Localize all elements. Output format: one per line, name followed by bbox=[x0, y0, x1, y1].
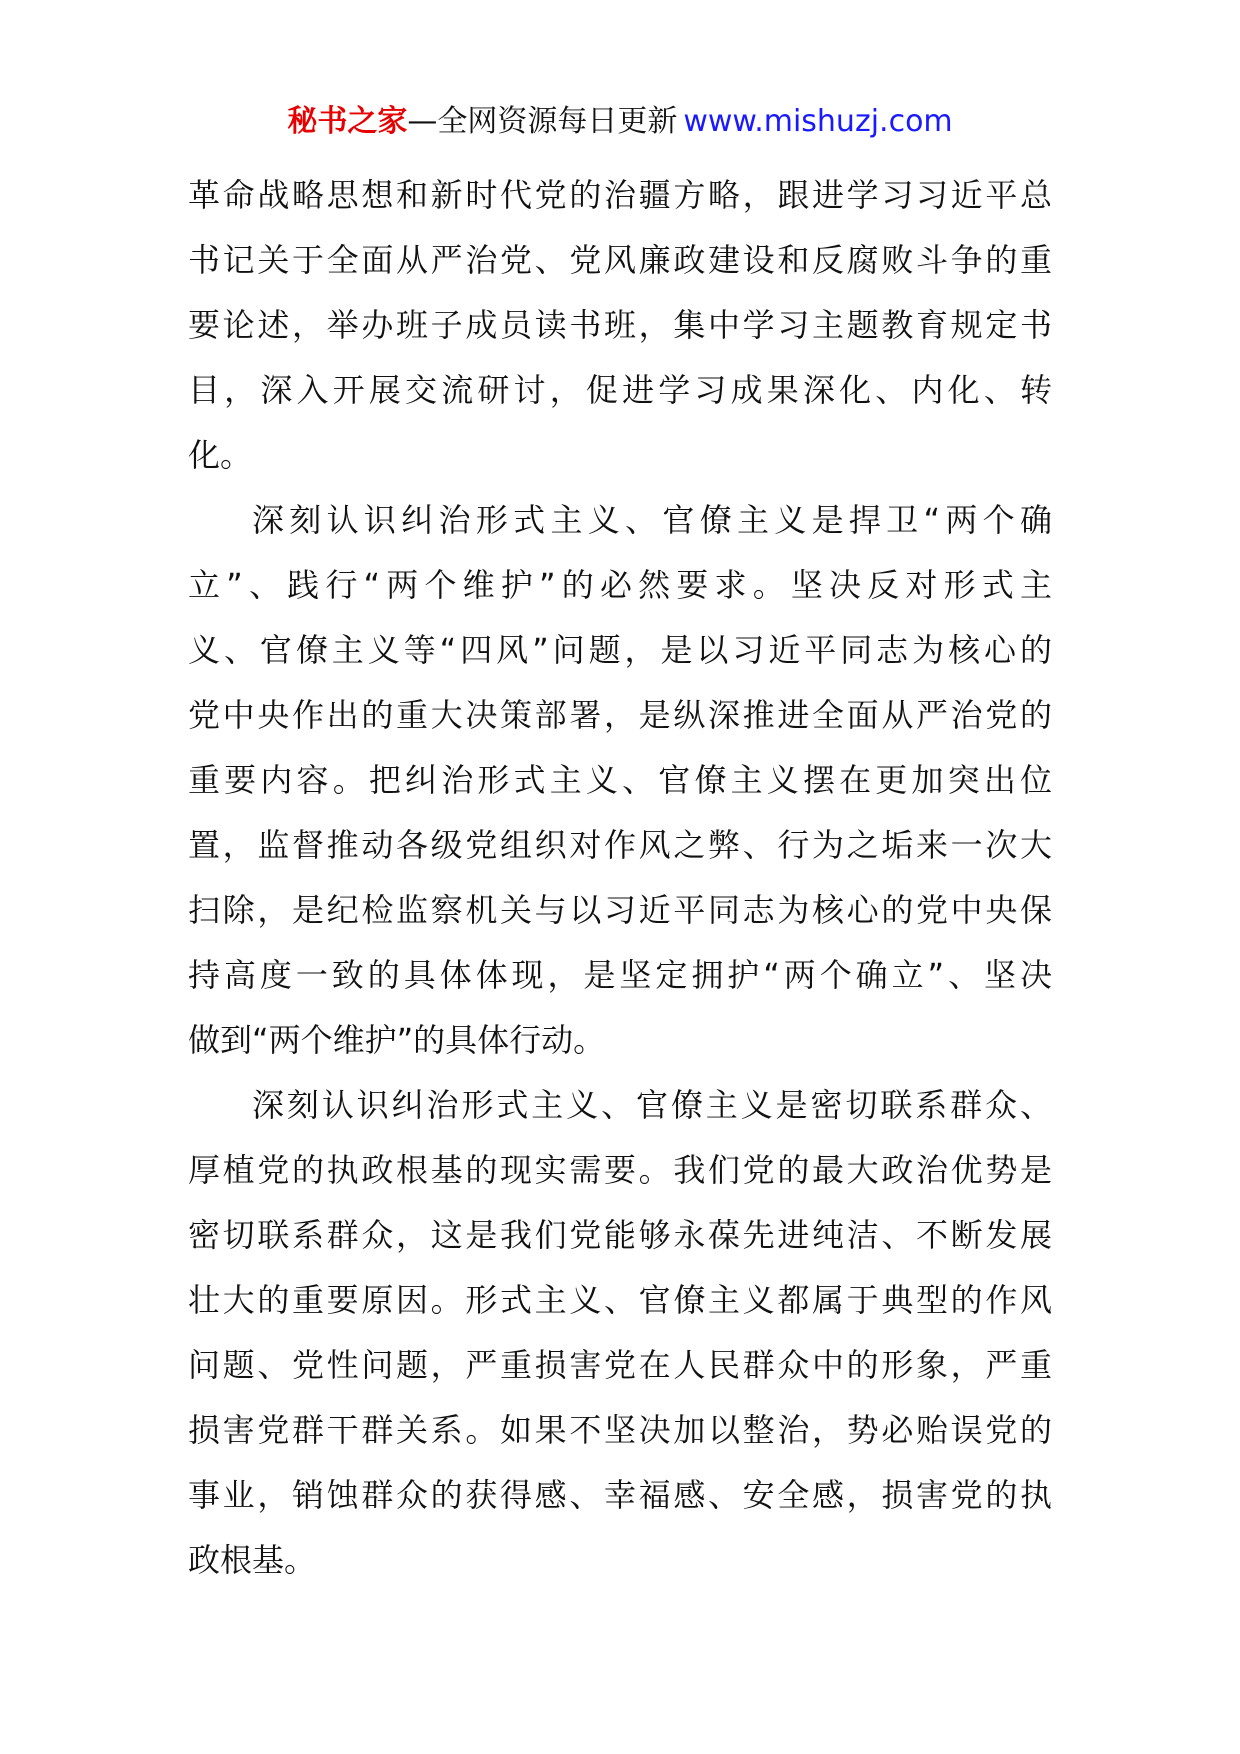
text-line: 目，深入开展交流研讨，促进学习成果深化、内化、转 bbox=[188, 371, 1052, 409]
text-line: 厚植党的执政根基的现实需要。我们党的最大政治优势是 bbox=[188, 1151, 1052, 1189]
text-line: 革命战略思想和新时代党的治疆方略，跟进学习习近平总 bbox=[188, 176, 1052, 214]
text-line: 党中央作出的重大决策部署，是纵深推进全面从严治党的 bbox=[188, 696, 1052, 734]
text-line: 壮大的重要原因。形式主义、官僚主义都属于典型的作风 bbox=[188, 1281, 1052, 1319]
text-line: 损害党群干群关系。如果不坚决加以整治，势必贻误党的 bbox=[188, 1411, 1052, 1449]
text-line: 密切联系群众，这是我们党能够永葆先进纯洁、不断发展 bbox=[188, 1216, 1052, 1254]
paragraph-3 bbox=[188, 1073, 1052, 1593]
header-tagline: 全网资源每日更新 bbox=[437, 104, 678, 139]
text-line: 政根基。 bbox=[188, 1541, 317, 1579]
text-line: 立”、践行“两个维护”的必然要求。坚决反对形式主 bbox=[188, 566, 1052, 604]
text-line: 深刻认识纠治形式主义、官僚主义是密切联系群众、 bbox=[252, 1086, 1052, 1124]
text-line: 置，监督推动各级党组织对作风之弊、行为之垢来一次大 bbox=[188, 826, 1052, 864]
paragraph-1 bbox=[188, 163, 1052, 488]
text-line: 化。 bbox=[188, 436, 253, 474]
text-line: 要论述，举办班子成员读书班，集中学习主题教育规定书 bbox=[188, 306, 1052, 344]
text-line: 做到“两个维护”的具体行动。 bbox=[188, 1021, 606, 1059]
text-line: 持高度一致的具体体现，是坚定拥护“两个确立”、坚决 bbox=[188, 956, 1052, 994]
paragraph-2 bbox=[188, 488, 1052, 1073]
text-line: 重要内容。把纠治形式主义、官僚主义摆在更加突出位 bbox=[188, 761, 1052, 799]
text-line: 事业，销蚀群众的获得感、幸福感、安全感，损害党的执 bbox=[188, 1476, 1052, 1514]
site-url-link[interactable]: www.mishuzj.com bbox=[683, 104, 953, 139]
text-line: 书记关于全面从严治党、党风廉政建设和反腐败斗争的重 bbox=[188, 241, 1052, 279]
document-body bbox=[188, 163, 1052, 1593]
header-dash: — bbox=[407, 104, 438, 139]
text-line: 问题、党性问题，严重损害党在人民群众中的形象，严重 bbox=[188, 1346, 1052, 1384]
text-line: 义、官僚主义等“四风”问题，是以习近平同志为核心的 bbox=[188, 631, 1052, 669]
site-header bbox=[0, 100, 1240, 144]
text-line: 扫除，是纪检监察机关与以习近平同志为核心的党中央保 bbox=[188, 891, 1052, 929]
brand-name: 秘书之家 bbox=[287, 104, 408, 139]
text-line: 深刻认识纠治形式主义、官僚主义是捍卫“两个确 bbox=[252, 501, 1052, 539]
